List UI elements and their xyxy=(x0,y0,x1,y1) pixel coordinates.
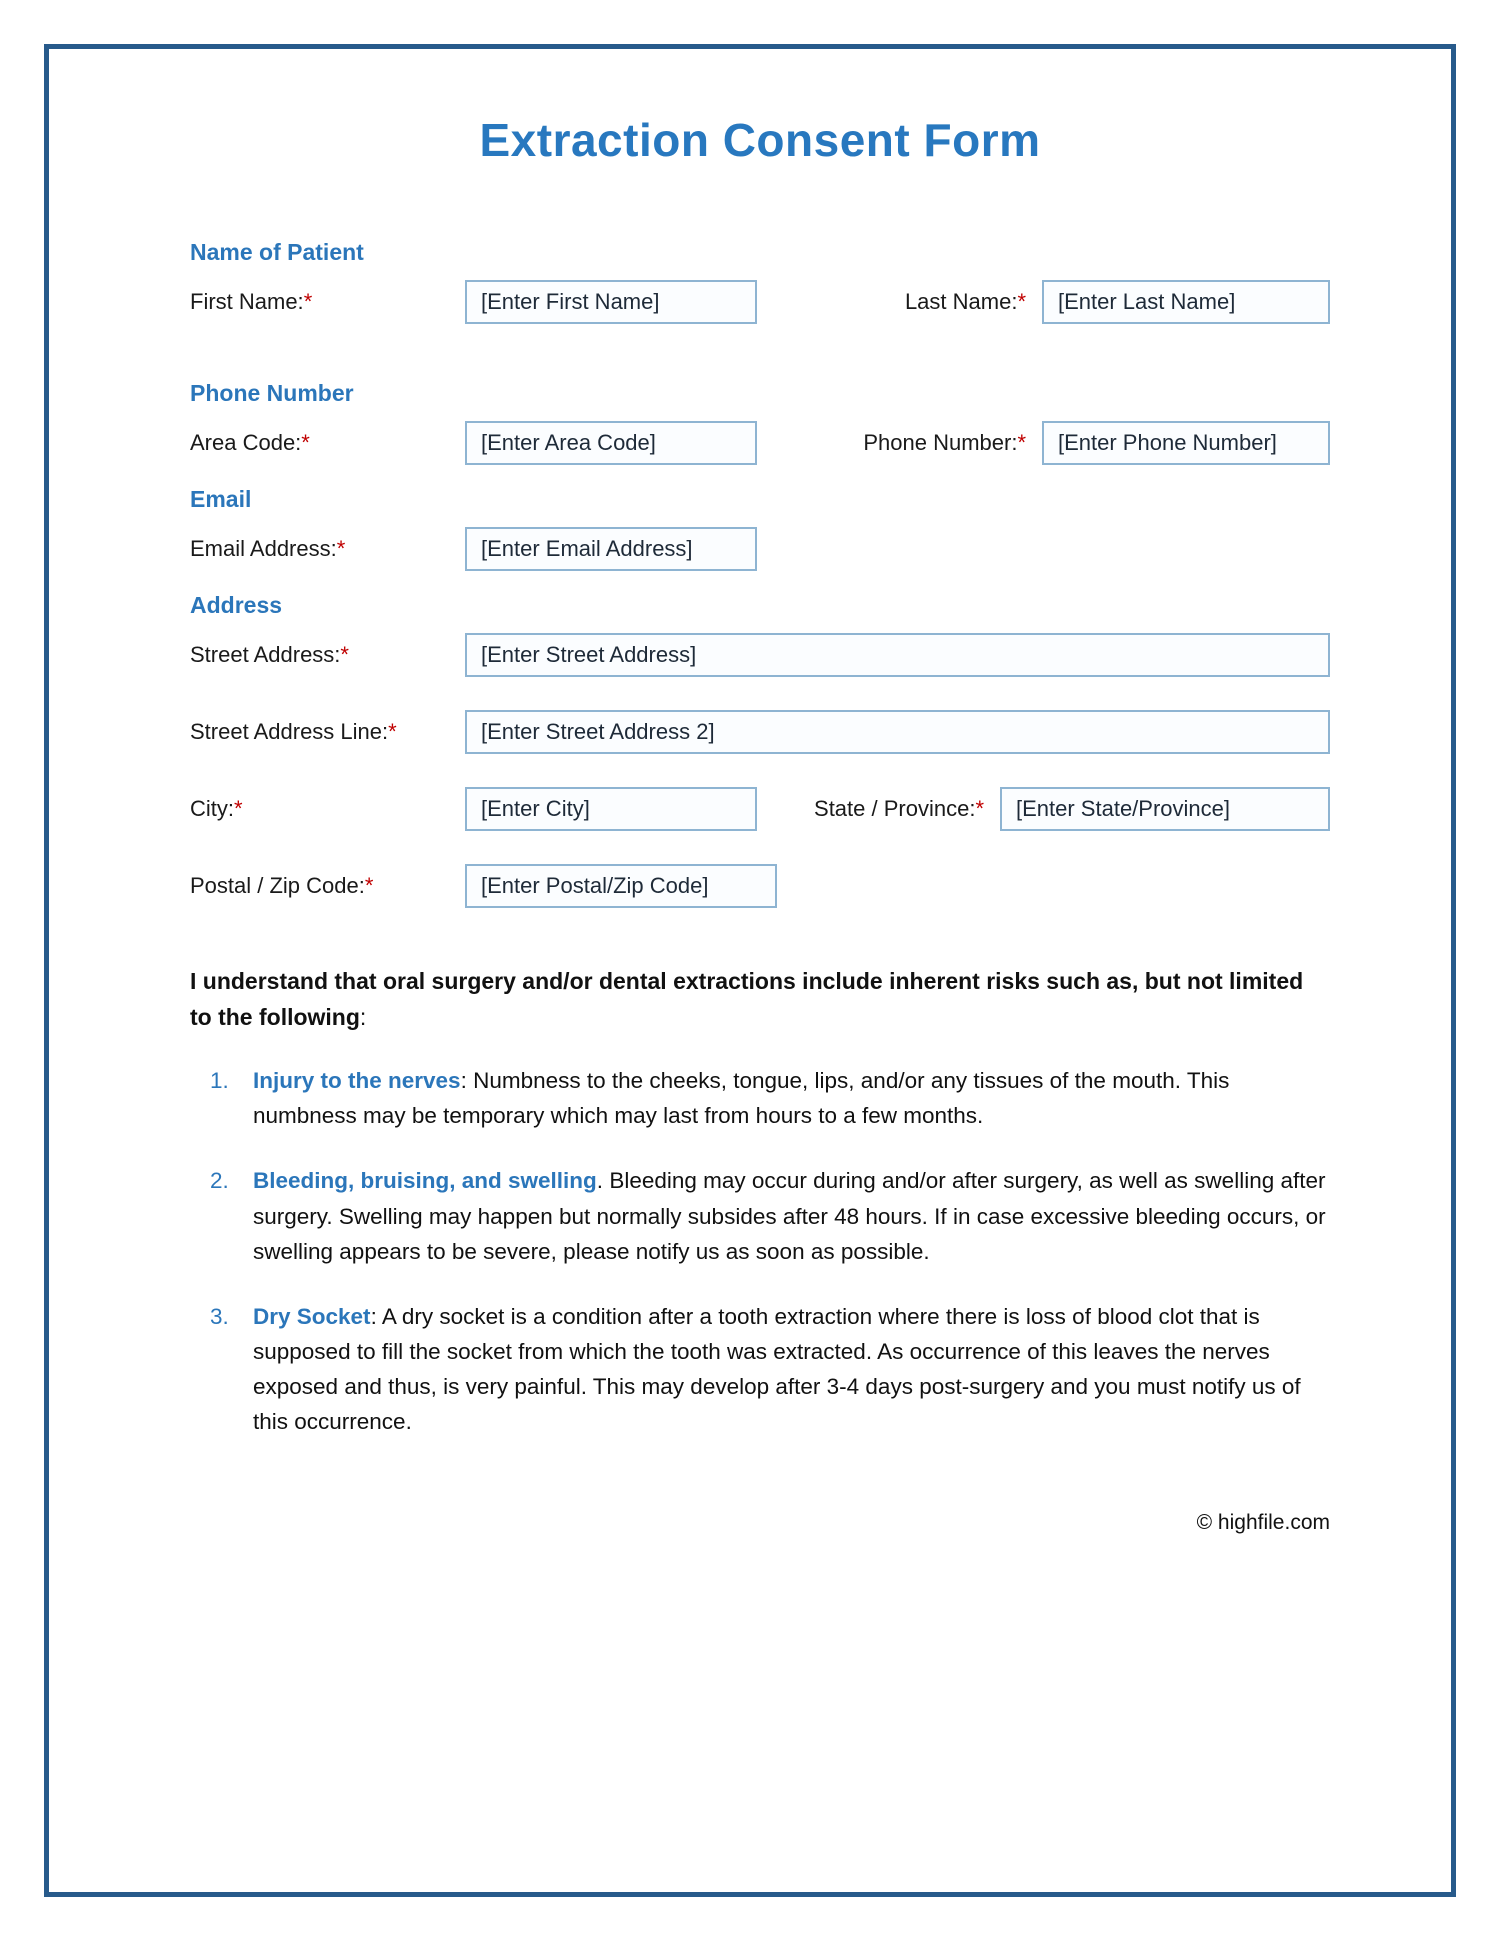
area-code-label-text: Area Code: xyxy=(190,430,302,455)
risks-intro-colon: : xyxy=(359,1003,367,1030)
phone-number-input[interactable] xyxy=(1042,421,1330,465)
risk-item-bleeding xyxy=(190,1163,1330,1268)
state-province-label xyxy=(757,796,1000,822)
risks-intro xyxy=(190,964,1330,1035)
city-state-row xyxy=(190,787,1330,831)
risk-item-separator: : xyxy=(370,1303,382,1329)
first-name-input[interactable] xyxy=(465,280,757,324)
city-label-text: City: xyxy=(190,796,234,821)
risk-item-nerve-injury xyxy=(190,1063,1330,1133)
street-address-2-input[interactable] xyxy=(465,710,1330,754)
street-address-row xyxy=(190,633,1330,677)
email-address-label-text: Email Address: xyxy=(190,536,337,561)
risk-item-text: Numbness to the cheeks, tongue, lips, and/or any tissues of the mouth. This numbness may be temporary which may last from hours to a few months. xyxy=(253,1068,1230,1129)
required-asterisk: * xyxy=(336,536,346,561)
risk-item-title: Injury to the nerves xyxy=(253,1068,461,1094)
street-address-2-label-text: Street Address Line: xyxy=(190,719,389,744)
section-heading-address: Address xyxy=(190,592,283,618)
last-name-label xyxy=(757,289,1042,315)
form-content xyxy=(190,49,1330,1535)
page-title: Extraction Consent Form xyxy=(479,114,1041,166)
email-address-label xyxy=(190,536,465,562)
required-asterisk: * xyxy=(301,430,310,455)
required-asterisk: * xyxy=(975,796,984,821)
postal-code-label xyxy=(190,873,465,899)
street-address-input[interactable] xyxy=(465,633,1330,677)
copyright-notice: © highfile.com xyxy=(1196,1511,1330,1535)
risk-item-text: Bleeding may occur during and/or after surgery, as well as swelling after surgery. Swelling may happen but normally subsides after 48 hours. If in case excessive bleeding occurs, or swelling appears to be severe, please notify us as soon as possible. xyxy=(253,1168,1326,1264)
street-address-2-label xyxy=(190,719,465,745)
required-asterisk: * xyxy=(1017,289,1026,314)
area-code-input[interactable] xyxy=(465,421,757,465)
risk-item-number: 2. xyxy=(210,1168,229,1194)
risk-item-body xyxy=(253,1163,1330,1268)
phone-row xyxy=(190,421,1330,465)
risk-item-title: Bleeding, bruising, and swelling xyxy=(253,1168,597,1194)
required-asterisk: * xyxy=(234,796,243,821)
street-address-2-row xyxy=(190,710,1330,754)
state-province-input[interactable] xyxy=(1000,787,1330,831)
first-name-label-text: First Name: xyxy=(190,289,304,314)
state-province-label-text: State / Province: xyxy=(814,796,976,821)
postal-code-input[interactable] xyxy=(465,864,777,908)
section-heading-phone: Phone Number xyxy=(190,380,354,406)
risk-item-body xyxy=(253,1063,1330,1133)
risk-item-separator: : xyxy=(460,1068,474,1094)
postal-code-label-text: Postal / Zip Code: xyxy=(190,873,365,898)
risk-item-text: A dry socket is a condition after a tooth extraction where there is loss of blood clot that is supposed to fill the socket from which the tooth was extracted. As occurrence of this leaves the nerves exposed and thus, is very painful. This may develop after 3-4 days post-surgery and you must notify us of this occurrence. xyxy=(253,1303,1301,1435)
risk-item-number: 3. xyxy=(210,1303,229,1329)
risk-item-title: Dry Socket xyxy=(253,1303,371,1329)
risks-intro-text: I understand that oral surgery and/or dental extractions include inherent risks such as, but not limited to the following xyxy=(190,968,1304,1030)
risk-item-dry-socket xyxy=(190,1299,1330,1439)
area-code-label xyxy=(190,430,465,456)
risk-item-separator: . xyxy=(596,1168,610,1194)
required-asterisk: * xyxy=(364,873,374,898)
phone-number-label-text: Phone Number: xyxy=(863,430,1018,455)
required-asterisk: * xyxy=(388,719,397,744)
phone-number-label xyxy=(757,430,1042,456)
postal-code-row xyxy=(190,864,1330,908)
city-input[interactable] xyxy=(465,787,757,831)
city-label xyxy=(190,796,465,822)
email-row xyxy=(190,527,1330,571)
email-address-input[interactable] xyxy=(465,527,757,571)
required-asterisk: * xyxy=(340,642,349,667)
street-address-label-text: Street Address: xyxy=(190,642,341,667)
risk-item-body xyxy=(253,1299,1330,1439)
section-heading-email: Email xyxy=(190,486,252,512)
last-name-input[interactable] xyxy=(1042,280,1330,324)
required-asterisk: * xyxy=(1017,430,1026,455)
last-name-label-text: Last Name: xyxy=(904,289,1018,314)
required-asterisk: * xyxy=(303,289,313,314)
street-address-label xyxy=(190,642,465,668)
name-row xyxy=(190,280,1330,324)
first-name-label xyxy=(190,289,465,315)
section-heading-name: Name of Patient xyxy=(190,239,364,265)
risk-item-number: 1. xyxy=(210,1068,229,1094)
